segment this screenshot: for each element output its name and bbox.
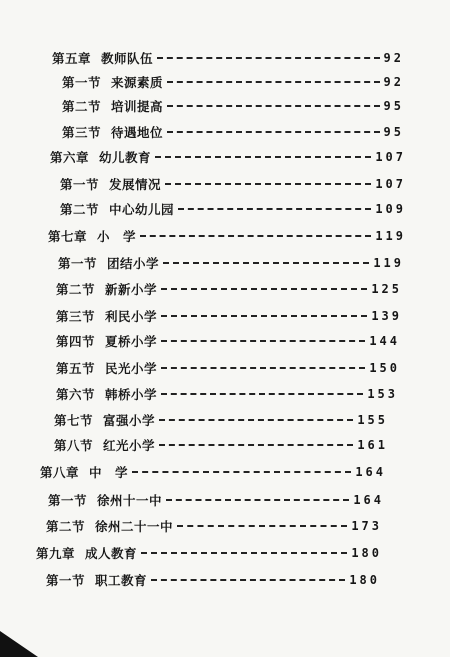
toc-entry-label: 第一节 bbox=[58, 256, 98, 271]
toc-entry-label: 第一节 bbox=[60, 177, 100, 192]
toc-entry-section bbox=[54, 435, 388, 455]
toc-entry-label: 第四节 bbox=[56, 334, 96, 349]
toc-entry-page: 164 bbox=[355, 465, 386, 479]
toc-entry-label: 第八章 bbox=[40, 465, 80, 480]
toc-entry-title: 中 学 bbox=[89, 465, 129, 480]
toc-entry-section bbox=[60, 199, 406, 219]
toc-entry-section bbox=[56, 384, 398, 404]
toc-entry-section bbox=[56, 306, 402, 326]
toc-entry-page: 161 bbox=[357, 438, 388, 452]
toc-entry-page: 119 bbox=[375, 229, 406, 243]
toc-entry-section bbox=[58, 253, 404, 273]
toc-dot-leader bbox=[163, 262, 369, 264]
toc-entry-label: 第二节 bbox=[62, 99, 102, 114]
toc-dot-leader bbox=[159, 444, 353, 446]
toc-entry-label: 第七章 bbox=[48, 229, 88, 244]
toc-entry-title: 徐州二十一中 bbox=[95, 519, 174, 534]
toc-entry-page: 92 bbox=[383, 51, 404, 65]
toc-entry-title: 幼儿教育 bbox=[99, 150, 152, 165]
toc-entry-title: 利民小学 bbox=[105, 309, 158, 324]
toc-entry-title: 培训提高 bbox=[111, 99, 164, 114]
toc-dot-leader bbox=[157, 57, 380, 59]
toc-entry-title: 红光小学 bbox=[103, 438, 156, 453]
toc-entry-label: 第九章 bbox=[36, 546, 76, 561]
toc-entry-label: 第七节 bbox=[54, 413, 94, 428]
toc-entry-label: 第三节 bbox=[56, 309, 96, 324]
toc-dot-leader bbox=[165, 183, 371, 185]
toc-dot-leader bbox=[151, 579, 345, 581]
toc-entry-section bbox=[56, 279, 402, 299]
toc-entry-page: 173 bbox=[351, 519, 382, 533]
toc-entry-label: 第二节 bbox=[56, 282, 96, 297]
toc-entry-label: 第三节 bbox=[62, 125, 102, 140]
toc-dot-leader bbox=[166, 499, 349, 501]
toc-entry-title: 发展情况 bbox=[109, 177, 162, 192]
toc-entry-page: 164 bbox=[353, 493, 384, 507]
toc-entry-page: 180 bbox=[351, 546, 382, 560]
toc-entry-title: 教师队伍 bbox=[101, 51, 154, 66]
toc-entry-label: 第一节 bbox=[46, 573, 86, 588]
toc-entry-label: 第二节 bbox=[46, 519, 86, 534]
toc-entry-title: 团结小学 bbox=[107, 256, 160, 271]
toc-entry-title: 韩桥小学 bbox=[105, 387, 158, 402]
toc-entry-label: 第六节 bbox=[56, 387, 96, 402]
toc-entry-title: 徐州十一中 bbox=[97, 493, 163, 508]
scan-corner-mark bbox=[0, 631, 38, 657]
toc-entry-label: 第六章 bbox=[50, 150, 90, 165]
toc-entry-label: 第一节 bbox=[48, 493, 88, 508]
toc-dot-leader bbox=[167, 105, 380, 107]
toc-dot-leader bbox=[132, 471, 351, 473]
toc-dot-leader bbox=[155, 156, 371, 158]
toc-entry-label: 第八节 bbox=[54, 438, 94, 453]
toc-dot-leader bbox=[161, 393, 363, 395]
toc-entry-page: 95 bbox=[383, 125, 404, 139]
toc-entry-page: 153 bbox=[367, 387, 398, 401]
toc-dot-leader bbox=[167, 81, 380, 83]
toc-entry-section bbox=[56, 331, 400, 351]
toc-entry-chapter-7 bbox=[48, 226, 406, 246]
toc-entry-section bbox=[54, 410, 388, 430]
toc-entry-section bbox=[62, 96, 404, 116]
toc-dot-leader bbox=[159, 419, 353, 421]
toc-entry-section bbox=[48, 490, 384, 510]
toc-entry-label: 第一节 bbox=[62, 75, 102, 90]
toc-entry-chapter-5 bbox=[52, 48, 404, 68]
toc-dot-leader bbox=[167, 131, 380, 133]
toc-entry-chapter-6 bbox=[50, 147, 406, 167]
toc-entry-label: 第五节 bbox=[56, 361, 96, 376]
toc-entry-section bbox=[56, 358, 400, 378]
toc-dot-leader bbox=[140, 235, 371, 237]
toc-dot-leader bbox=[161, 315, 367, 317]
toc-entry-title: 新新小学 bbox=[105, 282, 158, 297]
toc-entry-page: 107 bbox=[375, 150, 406, 164]
toc-entry-page: 125 bbox=[371, 282, 402, 296]
toc-entry-page: 109 bbox=[375, 202, 406, 216]
toc-dot-leader bbox=[161, 340, 365, 342]
toc-entry-title: 民光小学 bbox=[105, 361, 158, 376]
toc-entry-title: 小 学 bbox=[97, 229, 137, 244]
toc-dot-leader bbox=[161, 367, 365, 369]
toc-entry-title: 来源素质 bbox=[111, 75, 164, 90]
toc-entry-title: 成人教育 bbox=[85, 546, 138, 561]
toc-entry-section bbox=[62, 72, 404, 92]
toc-entry-title: 中心幼儿园 bbox=[109, 202, 175, 217]
toc-dot-leader bbox=[178, 208, 371, 210]
toc-entry-page: 92 bbox=[383, 75, 404, 89]
toc-entry-label: 第二节 bbox=[60, 202, 100, 217]
toc-entry-title: 职工教育 bbox=[95, 573, 148, 588]
toc-dot-leader bbox=[161, 288, 367, 290]
toc-entry-page: 180 bbox=[349, 573, 380, 587]
toc-entry-chapter-9 bbox=[36, 543, 382, 563]
toc-entry-title: 夏桥小学 bbox=[105, 334, 158, 349]
toc-entry-title: 待遇地位 bbox=[111, 125, 164, 140]
toc-entry-page: 119 bbox=[373, 256, 404, 270]
toc-dot-leader bbox=[141, 552, 347, 554]
toc-entry-page: 139 bbox=[371, 309, 402, 323]
toc-entry-label: 第五章 bbox=[52, 51, 92, 66]
toc-entry-page: 144 bbox=[369, 334, 400, 348]
toc-entry-page: 155 bbox=[357, 413, 388, 427]
toc-entry-section bbox=[62, 122, 404, 142]
toc-entry-page: 95 bbox=[383, 99, 404, 113]
toc-entry-chapter-8 bbox=[40, 462, 386, 482]
toc-dot-leader bbox=[177, 525, 347, 527]
toc-entry-section bbox=[46, 516, 382, 536]
toc-entry-page: 150 bbox=[369, 361, 400, 375]
toc-entry-section bbox=[60, 174, 406, 194]
toc-entry-page: 107 bbox=[375, 177, 406, 191]
toc-entry-title: 富强小学 bbox=[103, 413, 156, 428]
toc-entry-section bbox=[46, 570, 380, 590]
